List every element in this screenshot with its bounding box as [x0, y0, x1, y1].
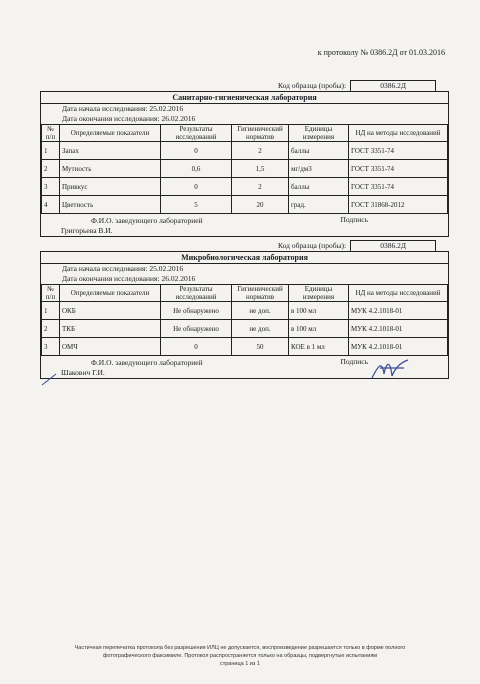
head-name: Григорьева В.И.	[61, 226, 113, 235]
row-result: 5	[161, 196, 232, 214]
row-unit: баллы	[289, 142, 349, 160]
row-method: МУК 4.2.1018-01	[349, 320, 448, 338]
row-indicator: Цветность	[60, 196, 161, 214]
row-unit: мг/дм3	[289, 160, 349, 178]
handwritten-signature	[368, 356, 416, 382]
row-indicator: Привкус	[60, 178, 161, 196]
lab-title: Микробиологическая лаборатория	[41, 252, 448, 264]
protocol-reference: к протоколу № 0386.2Д от 01.03.2016	[317, 48, 445, 57]
col-units: Единицы измерения	[289, 285, 349, 302]
sample-code-label: Код образца (пробы):	[278, 241, 347, 250]
start-date: Дата начала исследования: 25.02.2016	[62, 264, 184, 273]
table-header-row	[42, 285, 448, 302]
signature-label: Подпись	[340, 357, 368, 366]
row-number: 2	[42, 320, 60, 338]
row-method: МУК 4.2.1018-01	[349, 302, 448, 320]
col-results: Результаты исследований	[161, 285, 232, 302]
row-result: Не обнаружено	[161, 320, 232, 338]
results-table	[41, 284, 448, 356]
row-norm: 2	[232, 178, 289, 196]
footer-line: Частичная перепечатка протокола без разрешения ИЛЦ не допускается, воспроизведение разрешается только в форме полного	[74, 645, 406, 651]
sample-code-label: Код образца (пробы):	[278, 81, 347, 90]
row-number: 4	[42, 196, 60, 214]
row-result: 0	[161, 338, 232, 356]
row-unit: в 100 мл	[289, 320, 349, 338]
row-method: МУК 4.2.1018-01	[349, 338, 448, 356]
footer-line: фотографического факсимиле. Протокол распространяется только на образцы, подвергнутые испытаниям	[102, 653, 378, 659]
row-result: 0	[161, 178, 232, 196]
row-unit: в 100 мл	[289, 302, 349, 320]
row-norm: 1,5	[232, 160, 289, 178]
table-row	[42, 302, 448, 320]
row-unit: град.	[289, 196, 349, 214]
col-num: № п/п	[42, 285, 60, 302]
end-date: Дата окончания исследования: 26.02.2016	[62, 114, 196, 123]
row-result: 0,6	[161, 160, 232, 178]
col-results: Результаты исследований	[161, 125, 232, 142]
row-norm: 50	[232, 338, 289, 356]
sanitary-lab-section	[40, 91, 449, 237]
row-indicator: Запах	[60, 142, 161, 160]
row-result: Не обнаружено	[161, 302, 232, 320]
table-row	[42, 320, 448, 338]
head-name: Шакович Г.И.	[61, 368, 105, 377]
row-indicator: ОМЧ	[60, 338, 161, 356]
table-row	[42, 142, 448, 160]
col-indicator: Определяемые показатели	[60, 125, 161, 142]
results-table	[41, 124, 448, 214]
footer-note	[50, 644, 430, 668]
row-method: ГОСТ 3351-74	[349, 160, 448, 178]
row-norm: 2	[232, 142, 289, 160]
row-number: 3	[42, 178, 60, 196]
end-date: Дата окончания исследования: 26.02.2016	[62, 274, 196, 283]
row-number: 1	[42, 142, 60, 160]
signature-row	[41, 214, 448, 236]
row-method: ГОСТ 3351-74	[349, 142, 448, 160]
signature-label: Подпись	[340, 215, 368, 224]
table-row	[42, 196, 448, 214]
col-num: № п/п	[42, 125, 60, 142]
row-indicator: Мутность	[60, 160, 161, 178]
row-norm: не доп.	[232, 320, 289, 338]
row-method: ГОСТ 3351-74	[349, 178, 448, 196]
head-label: Ф.И.О. заведующего лабораторией	[91, 216, 203, 225]
pen-stroke-mark	[40, 372, 60, 386]
lab-title: Санитарно-гигиеническая лаборатория	[41, 92, 448, 104]
sample-code-value: 0386.2Д	[350, 80, 436, 92]
page-number: страница 1 из 1	[219, 661, 260, 667]
row-norm: не доп.	[232, 302, 289, 320]
row-result: 0	[161, 142, 232, 160]
col-norm: Гигиенический норматив	[232, 125, 289, 142]
table-row	[42, 338, 448, 356]
col-methods: НД на методы исследований	[349, 125, 448, 142]
head-label: Ф.И.О. заведующего лабораторией	[91, 358, 203, 367]
row-unit: баллы	[289, 178, 349, 196]
col-norm: Гигиенический норматив	[232, 285, 289, 302]
col-methods: НД на методы исследований	[349, 285, 448, 302]
row-number: 2	[42, 160, 60, 178]
table-row	[42, 178, 448, 196]
sample-code-value: 0386.2Д	[350, 240, 436, 252]
row-method: ГОСТ 31868-2012	[349, 196, 448, 214]
col-units: Единицы измерения	[289, 125, 349, 142]
row-number: 1	[42, 302, 60, 320]
table-header-row	[42, 125, 448, 142]
row-number: 3	[42, 338, 60, 356]
row-indicator: ТКБ	[60, 320, 161, 338]
col-indicator: Определяемые показатели	[60, 285, 161, 302]
start-date: Дата начала исследования: 25.02.2016	[62, 104, 184, 113]
table-row	[42, 160, 448, 178]
row-norm: 20	[232, 196, 289, 214]
row-indicator: ОКБ	[60, 302, 161, 320]
row-unit: КОЕ в 1 мл	[289, 338, 349, 356]
